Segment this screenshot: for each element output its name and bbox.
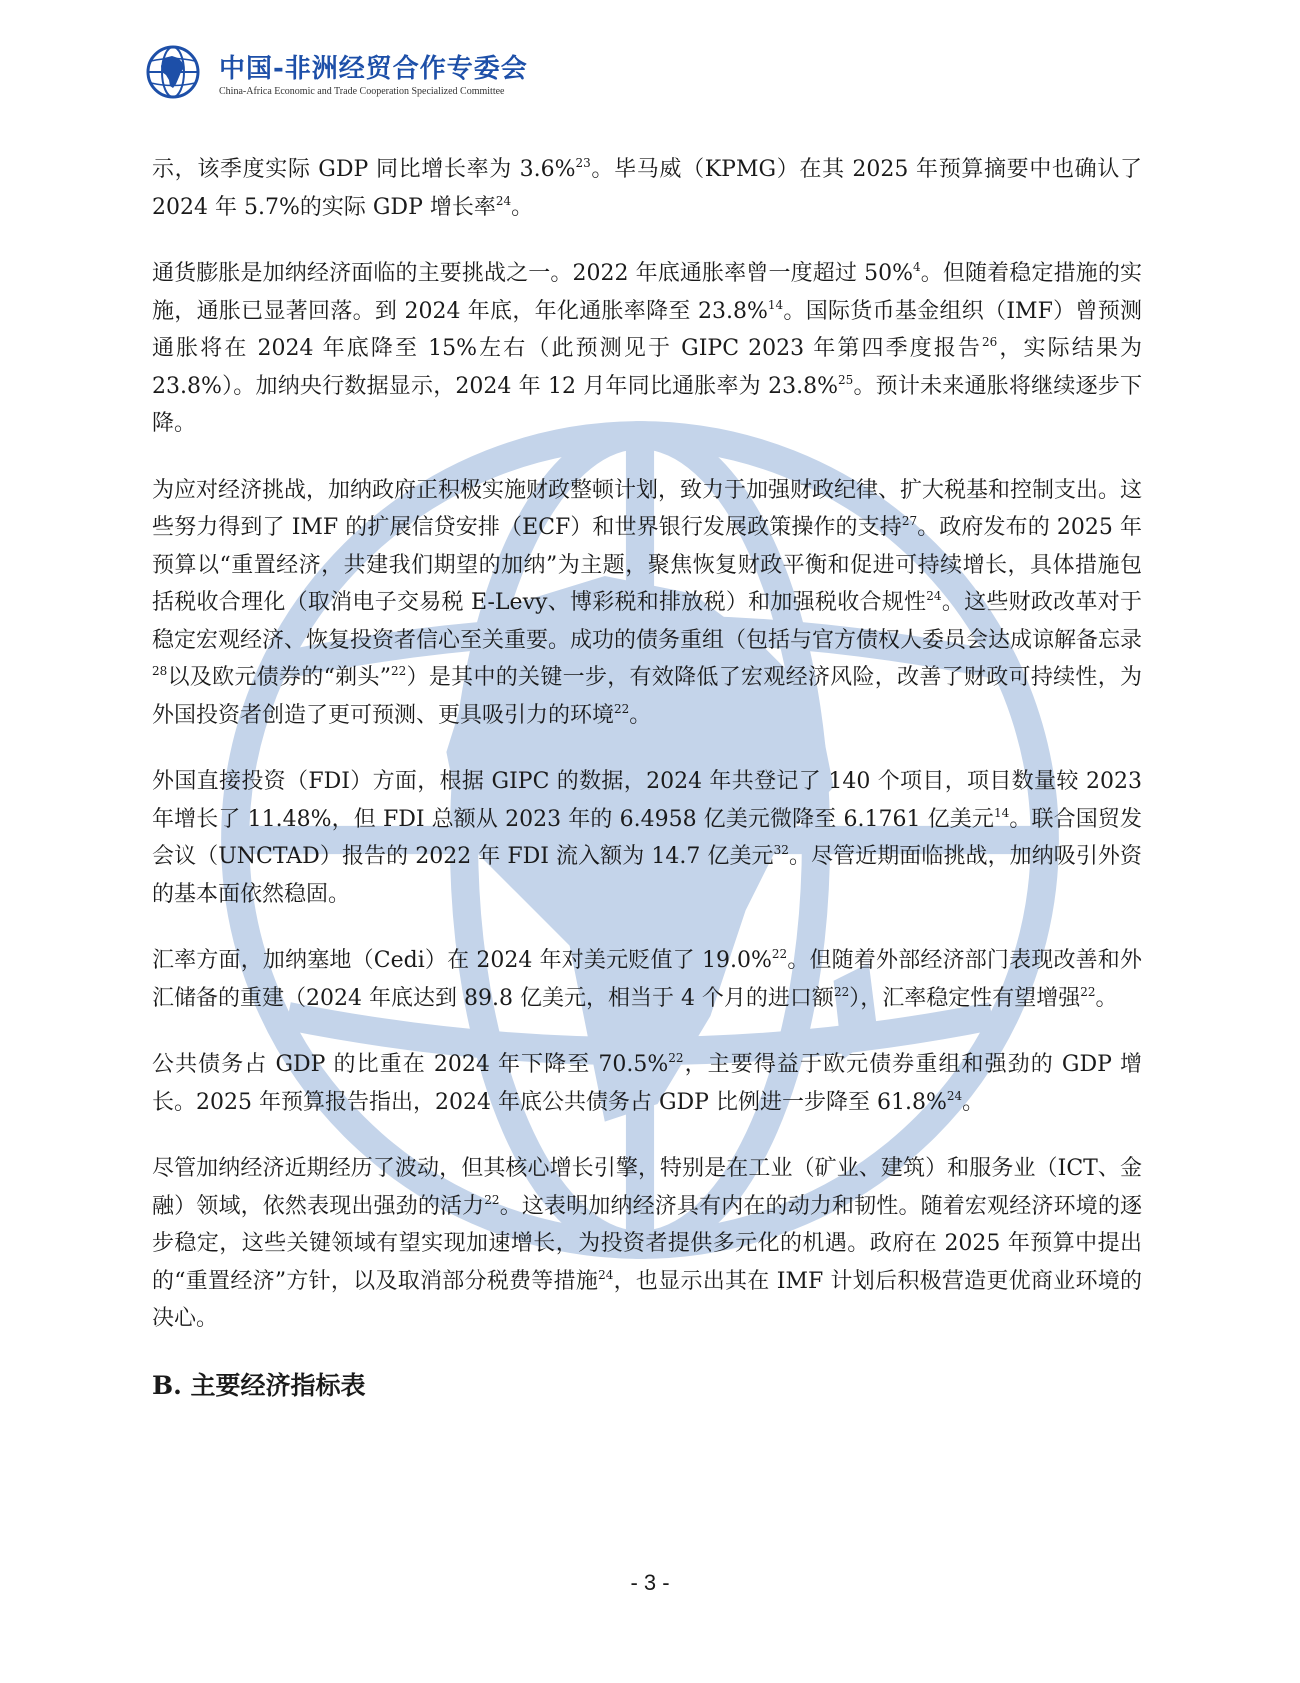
footnote-ref: 22	[1080, 984, 1096, 999]
footnote-ref: 22	[771, 947, 788, 961]
footnote-ref: 32	[773, 843, 789, 857]
page-number: - 3 -	[630, 1570, 670, 1595]
footnote-ref: 22	[484, 1192, 500, 1207]
paragraph-text: 。	[962, 1089, 985, 1115]
paragraph-text: 示，该季度实际 GDP 同比增长率为 3.6%	[152, 157, 576, 182]
footnote-ref: 24	[946, 1088, 963, 1103]
footnote-ref: 26	[982, 335, 998, 349]
paragraph-text: 。毕马威（KPMG）在其 2025 年预算摘要中也确认了 2024 年 5.7%的实际 GDP 增长率	[152, 157, 1142, 220]
footnote-ref: 24	[926, 589, 942, 603]
paragraph-text: 公共债务占 GDP 的比重在 2024 年下降至 70.5%	[152, 1052, 669, 1077]
paragraph-text: 。但随着外部经济部门表现改善和外汇储备的重建（2024 年底达到 89.8 亿美元，相当于 4 个月的进口额	[152, 948, 1142, 1011]
footnote-ref: 22	[614, 701, 630, 716]
paragraph-text: 通货膨胀是加纳经济面临的主要挑战之一。2022 年底通胀率曾一度超过 50%	[152, 261, 913, 286]
footnote-ref: 24	[598, 1267, 614, 1282]
paragraph-text: 。这些财政改革对于稳定宏观经济、恢复投资者信心至关重要。成功的债务重组（包括与官方债权人委员会达成谅解备忘录	[152, 590, 1143, 653]
footnote-ref: 22	[833, 984, 850, 999]
footnote-ref: 25	[837, 372, 854, 387]
paragraph-text: 为应对经济挑战，加纳政府正积极实施财政整顿计划，致力于加强财政纪律、扩大税基和控制支出。这些努力得到了 IMF 的扩展信贷安排（ECF）和世界银行发展政策操作的支持	[152, 477, 1143, 540]
footnote-ref: 22	[668, 1051, 684, 1065]
paragraph-text: 。	[629, 702, 652, 728]
paragraph-text: ，主要得益于欧元债券重组和强劲的 GDP 增长。2025 年预算报告指出，2024 年底公共债务占 GDP 比例进一步降至 61.8%	[152, 1052, 1142, 1115]
footnote-ref: 27	[901, 514, 918, 528]
paragraph	[152, 942, 1142, 1017]
paragraph-text: 。国际货币基金组织（IMF）曾预测通胀将在 2024 年底降至 15%左右（此预测见于 GIPC 2023 年第四季度报告	[152, 298, 1142, 361]
paragraph-text: 。	[1095, 985, 1118, 1011]
org-name-chinese: 中国-非洲经贸合作专委会	[219, 54, 528, 84]
footnote-ref: 28	[152, 664, 168, 678]
paragraph-text: 以及欧元债券的“剃头”	[167, 665, 392, 690]
paragraph-text: 尽管加纳经济近期经历了波动，但其核心增长引擎，特别是在工业（矿业、建筑）和服务业（ICT、金融）领域，依然表现出强劲的活力	[152, 1156, 1142, 1219]
paragraph-text: 。这表明加纳经济具有内在的动力和韧性。随着宏观经济环境的逐步稳定，这些关键领域有望实现加速增长，为投资者提供多元化的机遇。政府在 2025 年预算中提出的“重置经济”方针，以及取消部分税费等措施	[152, 1193, 1142, 1294]
paragraph-text: 汇率方面，加纳塞地（Cedi）在 2024 年对美元贬值了 19.0%	[152, 948, 772, 973]
org-name-english: China-Africa Economic and Trade Cooperation Specialized Committee	[219, 86, 505, 97]
paragraph-text: 。预计未来通胀将继续逐步下降。	[152, 373, 1142, 436]
footnote-ref: 14	[767, 297, 784, 312]
footnote-ref: 23	[575, 156, 591, 170]
paragraph	[152, 472, 1142, 735]
paragraph-text: 。政府发布的 2025 年预算以“重置经济，共建我们期望的加纳”为主题，聚焦恢复财政平衡和促进可持续增长，具体措施包括税收合理化（取消电子交易税 E-Levy、博彩税和排放税）和加强税收合规性	[152, 515, 1142, 615]
paragraph	[152, 763, 1142, 913]
paragraph-text: ，也显示出其在 IMF 计划后积极营造更优商业环境的决心。	[152, 1268, 1142, 1331]
paragraph	[152, 1046, 1142, 1121]
footnote-ref: 24	[495, 193, 512, 208]
paragraph-text: 。尽管近期面临挑战，加纳吸引外资的基本面依然稳固。	[152, 844, 1142, 907]
paragraph-text: ）是其中的关键一步，有效降低了宏观经济风险，改善了财政可持续性，为外国投资者创造了更可预测、更具吸引力的环境	[152, 665, 1142, 728]
paragraph-text: 。但随着稳定措施的实施，通胀已显著回落。到 2024 年底，年化通胀率降至 23.8%	[152, 261, 1142, 324]
section-heading: B. 主要经济指标表	[152, 1370, 366, 1400]
footnote-ref: 14	[993, 805, 1010, 820]
document-body	[152, 151, 1142, 1405]
paragraph	[152, 255, 1142, 443]
paragraph	[152, 1150, 1142, 1338]
paragraph-text: 。联合国贸发会议（UNCTAD）报告的 2022 年 FDI 流入额为 14.7 亿美元	[152, 806, 1142, 869]
paragraph-text: ），汇率稳定性有望增强	[849, 985, 1081, 1011]
paragraph-text: 。	[511, 194, 534, 220]
paragraph	[152, 151, 1142, 226]
footnote-ref: 4	[913, 260, 921, 274]
paragraph-text: ，实际结果为 23.8%）。加纳央行数据显示，2024 年 12 月年同比通胀率为 23.8%	[152, 336, 1142, 399]
globe-logo-icon	[145, 44, 201, 100]
footnote-ref: 22	[391, 664, 407, 678]
paragraph-text: 外国直接投资（FDI）方面，根据 GIPC 的数据，2024 年共登记了 140 个项目，项目数量较 2023 年增长了 11.48%，但 FDI 总额从 2023 年的 6.4958 亿美元微降至 6.1761 亿美元	[152, 769, 1142, 832]
